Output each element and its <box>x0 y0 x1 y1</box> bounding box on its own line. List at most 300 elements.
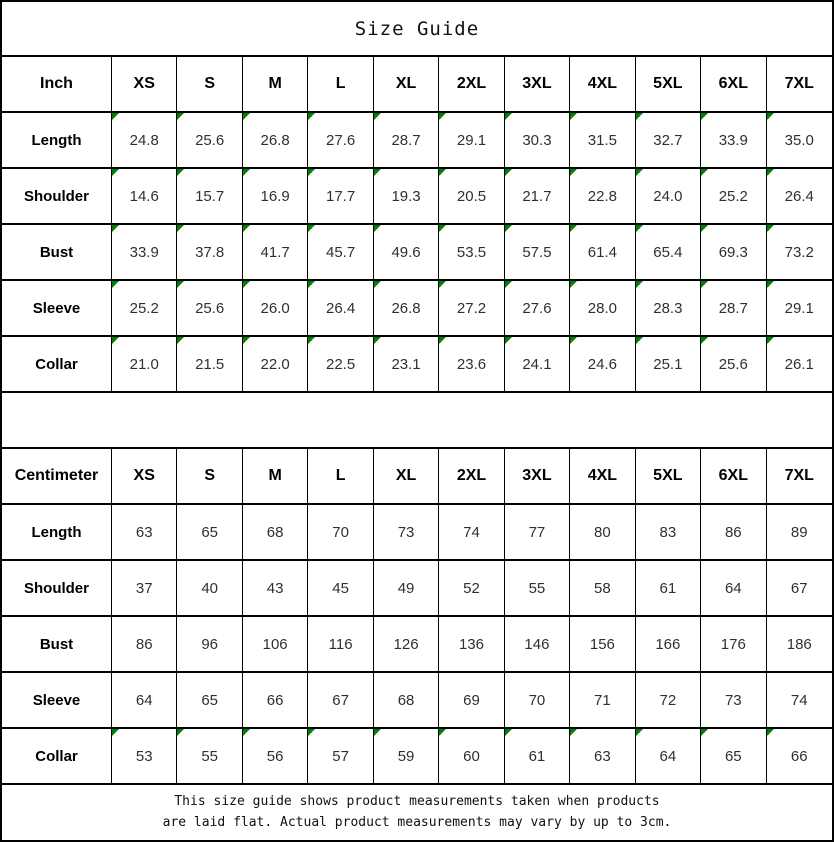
measurement-row-label-text: Length <box>31 131 82 149</box>
size-column-header <box>570 449 635 505</box>
measurement-value-cell-text: 63 <box>135 523 153 541</box>
green-triangle-icon <box>308 729 315 736</box>
size-column-header <box>112 449 177 505</box>
green-triangle-icon <box>439 113 446 120</box>
measurement-value-cell-text: 37.8 <box>195 243 225 261</box>
green-triangle-icon <box>701 281 708 288</box>
green-triangle-icon <box>701 225 708 232</box>
size-column-header-text: 2XL <box>456 75 487 92</box>
green-triangle-icon <box>177 225 184 232</box>
green-triangle-icon <box>374 337 381 344</box>
measurement-value-cell <box>177 337 242 393</box>
size-column-header <box>177 57 242 113</box>
measurement-value-cell <box>767 673 832 729</box>
size-column-header <box>439 57 504 113</box>
measurement-value-cell-text: 83 <box>659 523 677 541</box>
measurement-value-cell <box>505 113 570 169</box>
size-column-header <box>636 57 701 113</box>
green-triangle-icon <box>767 281 774 288</box>
measurement-value-cell-text: 89 <box>790 523 808 541</box>
measurement-value-cell-text: 156 <box>589 635 615 653</box>
measurement-value-cell-text: 80 <box>594 523 611 541</box>
measurement-value-cell-text: 49 <box>397 579 415 597</box>
measurement-value-cell <box>570 673 635 729</box>
green-triangle-icon <box>439 169 446 176</box>
measurement-value-cell <box>374 113 439 169</box>
measurement-value-cell-text: 24.0 <box>653 187 683 205</box>
measurement-value-cell-text: 26.8 <box>260 131 290 149</box>
green-triangle-icon <box>570 337 577 344</box>
measurement-value-cell <box>243 113 308 169</box>
size-column-header-text: M <box>268 467 282 484</box>
size-column-header-text: XL <box>395 75 417 92</box>
measurement-value-cell-text: 35.0 <box>784 131 814 149</box>
measurement-value-cell <box>767 561 832 617</box>
measurement-value-cell <box>177 169 242 225</box>
measurement-value-cell-text: 16.9 <box>260 187 290 205</box>
green-triangle-icon <box>439 337 446 344</box>
measurement-value-cell <box>112 113 177 169</box>
size-column-header-text: M <box>268 75 282 92</box>
measurement-value-cell-text: 176 <box>720 635 746 653</box>
size-column-header-text: 4XL <box>587 467 618 484</box>
measurement-row-label <box>2 729 112 785</box>
size-column-header-text: 4XL <box>587 75 618 92</box>
measurement-value-cell <box>243 281 308 337</box>
green-triangle-icon <box>374 113 381 120</box>
measurement-value-cell <box>570 281 635 337</box>
measurement-row-label <box>2 673 112 729</box>
green-triangle-icon <box>636 281 643 288</box>
measurement-value-cell-text: 37 <box>135 579 153 597</box>
measurement-value-cell <box>308 617 373 673</box>
green-triangle-icon <box>112 169 119 176</box>
measurement-value-cell-text: 72 <box>659 691 677 709</box>
measurement-value-cell-text: 70 <box>332 523 349 541</box>
measurement-value-cell <box>374 561 439 617</box>
measurement-value-cell-text: 19.3 <box>391 187 421 205</box>
measurement-value-cell-text: 65 <box>201 691 219 709</box>
size-column-header <box>767 449 832 505</box>
green-triangle-icon <box>767 225 774 232</box>
measurement-value-cell-text: 166 <box>655 635 681 653</box>
measurement-row-label <box>2 561 112 617</box>
measurement-row-label <box>2 169 112 225</box>
measurement-value-cell-text: 69 <box>463 691 480 709</box>
measurement-value-cell-text: 24.6 <box>587 355 617 373</box>
measurement-value-cell <box>505 225 570 281</box>
size-column-header <box>243 449 308 505</box>
green-triangle-icon <box>701 113 708 120</box>
green-triangle-icon <box>636 729 643 736</box>
green-triangle-icon <box>636 337 643 344</box>
measurement-value-cell-text: 24.8 <box>129 131 159 149</box>
measurement-value-cell <box>243 617 308 673</box>
green-triangle-icon <box>439 225 446 232</box>
measurement-value-cell <box>243 729 308 785</box>
measurement-value-cell-text: 61 <box>528 747 546 765</box>
measurement-value-cell-text: 28.7 <box>391 131 421 149</box>
measurement-value-cell <box>636 617 701 673</box>
measurement-value-cell-text: 136 <box>458 635 484 653</box>
measurement-value-cell <box>177 225 242 281</box>
measurement-value-cell <box>308 225 373 281</box>
size-column-header-text: L <box>335 467 346 484</box>
size-column-header-text: XS <box>133 467 155 484</box>
measurement-value-cell-text: 31.5 <box>587 131 617 149</box>
size-column-header-text: XL <box>395 467 417 484</box>
measurement-value-cell-text: 55 <box>528 579 546 597</box>
measurement-value-cell-text: 20.5 <box>456 187 487 205</box>
measurement-value-cell <box>308 113 373 169</box>
measurement-value-cell <box>505 505 570 561</box>
measurement-row-label <box>2 505 112 561</box>
measurement-value-cell-text: 41.7 <box>260 243 290 261</box>
measurement-value-cell-text: 57 <box>332 747 349 765</box>
size-column-header-text: XS <box>133 75 155 92</box>
measurement-value-cell-text: 55 <box>201 747 219 765</box>
size-column-header <box>439 449 504 505</box>
measurement-value-cell <box>701 113 766 169</box>
size-column-header <box>243 57 308 113</box>
measurement-value-cell-text: 27.2 <box>456 299 487 317</box>
green-triangle-icon <box>243 113 250 120</box>
measurement-value-cell <box>701 617 766 673</box>
green-triangle-icon <box>177 729 184 736</box>
measurement-value-cell <box>701 169 766 225</box>
measurement-row-label <box>2 113 112 169</box>
size-column-header-text: 3XL <box>522 75 552 92</box>
green-triangle-icon <box>505 113 512 120</box>
size-column-header <box>177 449 242 505</box>
measurement-value-cell-text: 26.8 <box>391 299 421 317</box>
measurement-value-cell-text: 68 <box>266 523 284 541</box>
measurement-value-cell <box>439 617 504 673</box>
measurement-value-cell-text: 77 <box>528 523 546 541</box>
measurement-value-cell <box>177 729 242 785</box>
measurement-value-cell-text: 57.5 <box>522 243 552 261</box>
green-triangle-icon <box>177 113 184 120</box>
unit-header-text: Centimeter <box>14 467 99 484</box>
size-column-header-text: 7XL <box>784 75 814 92</box>
measurement-value-cell <box>505 337 570 393</box>
size-column-header-text: 7XL <box>784 467 814 484</box>
measurement-value-cell <box>177 561 242 617</box>
measurement-value-cell <box>308 673 373 729</box>
measurement-value-cell-text: 27.6 <box>522 299 552 317</box>
green-triangle-icon <box>243 337 250 344</box>
size-column-header <box>636 449 701 505</box>
measurement-value-cell-text: 17.7 <box>325 187 356 205</box>
measurement-value-cell <box>243 169 308 225</box>
size-column-header-text: 5XL <box>653 75 683 92</box>
green-triangle-icon <box>374 281 381 288</box>
measurement-value-cell <box>701 673 766 729</box>
measurement-value-cell-text: 30.3 <box>522 131 552 149</box>
measurement-value-cell <box>767 505 832 561</box>
unit-header <box>2 57 112 113</box>
measurement-value-cell <box>701 337 766 393</box>
size-column-header-text: S <box>204 75 216 92</box>
measurement-value-cell-text: 45 <box>332 579 349 597</box>
measurement-value-cell <box>505 281 570 337</box>
measurement-value-cell-text: 106 <box>262 635 288 653</box>
measurement-value-cell <box>177 617 242 673</box>
measurement-value-cell <box>767 281 832 337</box>
size-column-header <box>308 57 373 113</box>
measurement-value-cell-text: 43 <box>266 579 284 597</box>
measurement-value-cell-text: 14.6 <box>129 187 159 205</box>
measurement-value-cell-text: 73.2 <box>784 243 814 261</box>
size-column-header <box>505 449 570 505</box>
measurement-value-cell-text: 86 <box>135 635 153 653</box>
measurement-value-cell-text: 49.6 <box>391 243 421 261</box>
measurement-value-cell <box>767 729 832 785</box>
green-triangle-icon <box>570 169 577 176</box>
measurement-value-cell-text: 67 <box>332 691 349 709</box>
measurement-value-cell-text: 22.0 <box>260 355 290 373</box>
measurement-row-label-text: Shoulder <box>23 187 89 205</box>
measurement-value-cell-text: 15.7 <box>195 187 225 205</box>
measurement-value-cell-text: 68 <box>397 691 415 709</box>
measurement-value-cell-text: 126 <box>393 635 419 653</box>
measurement-row-label-text: Collar <box>35 747 78 765</box>
green-triangle-icon <box>767 337 774 344</box>
green-triangle-icon <box>767 113 774 120</box>
footer-note-line2: are laid flat. Actual product measurements may vary by up to 3cm. <box>162 814 672 830</box>
measurement-value-cell-text: 64 <box>135 691 153 709</box>
green-triangle-icon <box>636 225 643 232</box>
size-column-header <box>374 449 439 505</box>
measurement-value-cell <box>439 505 504 561</box>
measurement-row-label-text: Sleeve <box>32 691 81 709</box>
size-column-header-text: 2XL <box>456 467 487 484</box>
measurement-value-cell <box>767 617 832 673</box>
measurement-value-cell <box>374 169 439 225</box>
green-triangle-icon <box>243 225 250 232</box>
measurement-value-cell <box>439 169 504 225</box>
measurement-value-cell-text: 45.7 <box>325 243 356 261</box>
green-triangle-icon <box>701 729 708 736</box>
green-triangle-icon <box>374 225 381 232</box>
green-triangle-icon <box>636 113 643 120</box>
measurement-value-cell-text: 28.0 <box>587 299 617 317</box>
measurement-value-cell <box>308 337 373 393</box>
measurement-value-cell <box>374 225 439 281</box>
size-column-header <box>374 57 439 113</box>
green-triangle-icon <box>112 337 119 344</box>
measurement-row-label-text: Bust <box>39 243 74 261</box>
measurement-value-cell <box>374 729 439 785</box>
measurement-value-cell-text: 186 <box>786 635 812 653</box>
measurement-value-cell-text: 21.5 <box>195 355 225 373</box>
green-triangle-icon <box>636 169 643 176</box>
measurement-value-cell <box>636 729 701 785</box>
measurement-value-cell-text: 66 <box>266 691 284 709</box>
measurement-value-cell <box>701 561 766 617</box>
measurement-value-cell-text: 26.4 <box>325 299 356 317</box>
measurement-value-cell <box>636 337 701 393</box>
size-column-header-text: L <box>335 75 346 92</box>
measurement-value-cell <box>570 561 635 617</box>
green-triangle-icon <box>177 337 184 344</box>
measurement-value-cell <box>570 113 635 169</box>
measurement-value-cell <box>439 673 504 729</box>
green-triangle-icon <box>177 169 184 176</box>
size-column-header <box>701 57 766 113</box>
measurement-value-cell <box>308 505 373 561</box>
measurement-row-label-text: Bust <box>39 635 74 653</box>
measurement-value-cell <box>636 113 701 169</box>
footer-note-line1: This size guide shows product measurements taken when products <box>174 793 660 809</box>
measurement-value-cell-text: 21.0 <box>129 355 159 373</box>
measurement-value-cell <box>505 729 570 785</box>
green-triangle-icon <box>112 113 119 120</box>
measurement-value-cell-text: 52 <box>463 579 480 597</box>
size-column-header-text: 5XL <box>653 467 683 484</box>
measurement-value-cell-text: 74 <box>463 523 480 541</box>
measurement-value-cell-text: 53 <box>135 747 153 765</box>
measurement-value-cell <box>439 113 504 169</box>
measurement-value-cell <box>701 505 766 561</box>
measurement-value-cell <box>570 337 635 393</box>
measurement-value-cell-text: 29.1 <box>456 131 487 149</box>
measurement-value-cell <box>374 281 439 337</box>
measurement-value-cell <box>767 113 832 169</box>
measurement-value-cell-text: 32.7 <box>653 131 683 149</box>
measurement-value-cell-text: 33.9 <box>718 131 748 149</box>
green-triangle-icon <box>112 281 119 288</box>
measurement-value-cell-text: 65 <box>724 747 742 765</box>
measurement-value-cell <box>112 337 177 393</box>
measurement-value-cell-text: 86 <box>724 523 742 541</box>
measurement-value-cell-text: 26.0 <box>260 299 290 317</box>
measurement-value-cell <box>112 729 177 785</box>
measurement-value-cell <box>636 169 701 225</box>
measurement-value-cell <box>570 729 635 785</box>
measurement-value-cell-text: 27.6 <box>325 131 356 149</box>
measurement-row-label <box>2 225 112 281</box>
green-triangle-icon <box>505 729 512 736</box>
measurement-value-cell <box>177 505 242 561</box>
measurement-value-cell-text: 40 <box>201 579 219 597</box>
green-triangle-icon <box>308 169 315 176</box>
measurement-value-cell-text: 69.3 <box>718 243 748 261</box>
size-column-header <box>112 57 177 113</box>
measurement-value-cell <box>308 281 373 337</box>
measurement-value-cell <box>439 281 504 337</box>
measurement-value-cell-text: 25.2 <box>718 187 748 205</box>
measurement-value-cell <box>701 281 766 337</box>
green-triangle-icon <box>308 113 315 120</box>
green-triangle-icon <box>570 225 577 232</box>
measurement-value-cell-text: 61 <box>659 579 677 597</box>
green-triangle-icon <box>570 281 577 288</box>
measurement-value-cell <box>112 673 177 729</box>
measurement-value-cell-text: 146 <box>524 635 550 653</box>
size-column-header-text: 6XL <box>718 75 748 92</box>
measurement-value-cell-text: 67 <box>790 579 808 597</box>
measurement-value-cell <box>505 617 570 673</box>
measurement-value-cell <box>505 673 570 729</box>
measurement-value-cell <box>701 225 766 281</box>
measurement-value-cell-text: 29.1 <box>784 299 814 317</box>
green-triangle-icon <box>439 281 446 288</box>
measurement-value-cell <box>177 673 242 729</box>
size-column-header <box>505 57 570 113</box>
measurement-value-cell-text: 65 <box>201 523 219 541</box>
measurement-value-cell <box>570 169 635 225</box>
measurement-value-cell-text: 28.7 <box>718 299 748 317</box>
measurement-value-cell-text: 96 <box>201 635 219 653</box>
measurement-value-cell <box>177 113 242 169</box>
measurement-value-cell <box>505 169 570 225</box>
measurement-value-cell <box>112 561 177 617</box>
measurement-value-cell <box>570 505 635 561</box>
measurement-value-cell <box>439 337 504 393</box>
measurement-value-cell-text: 56 <box>266 747 284 765</box>
unit-header-text: Inch <box>40 75 73 92</box>
measurement-value-cell <box>112 617 177 673</box>
measurement-row-label-text: Sleeve <box>32 299 81 317</box>
measurement-value-cell-text: 24.1 <box>522 355 552 373</box>
measurement-value-cell <box>374 337 439 393</box>
measurement-value-cell <box>570 617 635 673</box>
measurement-value-cell-text: 63 <box>594 747 611 765</box>
measurement-value-cell <box>374 673 439 729</box>
measurement-value-cell-text: 28.3 <box>653 299 683 317</box>
size-column-header-text: S <box>204 467 216 484</box>
green-triangle-icon <box>767 729 774 736</box>
unit-header <box>2 449 112 505</box>
green-triangle-icon <box>177 281 184 288</box>
measurement-value-cell <box>112 281 177 337</box>
measurement-row-label-text: Collar <box>35 355 78 373</box>
green-triangle-icon <box>439 729 446 736</box>
green-triangle-icon <box>243 169 250 176</box>
centimeter-size-table <box>2 449 832 785</box>
green-triangle-icon <box>374 729 381 736</box>
green-triangle-icon <box>243 281 250 288</box>
measurement-value-cell <box>112 225 177 281</box>
measurement-value-cell <box>767 337 832 393</box>
measurement-value-cell-text: 23.1 <box>391 355 421 373</box>
measurement-value-cell-text: 70 <box>528 691 546 709</box>
measurement-value-cell <box>308 561 373 617</box>
green-triangle-icon <box>701 337 708 344</box>
green-triangle-icon <box>308 225 315 232</box>
measurement-value-cell-text: 74 <box>790 691 808 709</box>
size-column-header <box>308 449 373 505</box>
measurement-value-cell <box>636 561 701 617</box>
measurement-value-cell <box>636 505 701 561</box>
measurement-value-cell <box>374 505 439 561</box>
measurement-value-cell-text: 25.6 <box>718 355 748 373</box>
green-triangle-icon <box>243 729 250 736</box>
measurement-value-cell-text: 23.6 <box>456 355 487 373</box>
measurement-value-cell <box>439 729 504 785</box>
measurement-row-label-text: Shoulder <box>23 579 89 597</box>
measurement-value-cell-text: 33.9 <box>129 243 159 261</box>
measurement-value-cell-text: 73 <box>724 691 742 709</box>
measurement-value-cell-text: 25.1 <box>653 355 683 373</box>
measurement-value-cell-text: 66 <box>790 747 808 765</box>
green-triangle-icon <box>701 169 708 176</box>
measurement-value-cell-text: 25.6 <box>195 299 225 317</box>
measurement-value-cell <box>439 561 504 617</box>
measurement-value-cell <box>308 169 373 225</box>
measurement-value-cell <box>701 729 766 785</box>
